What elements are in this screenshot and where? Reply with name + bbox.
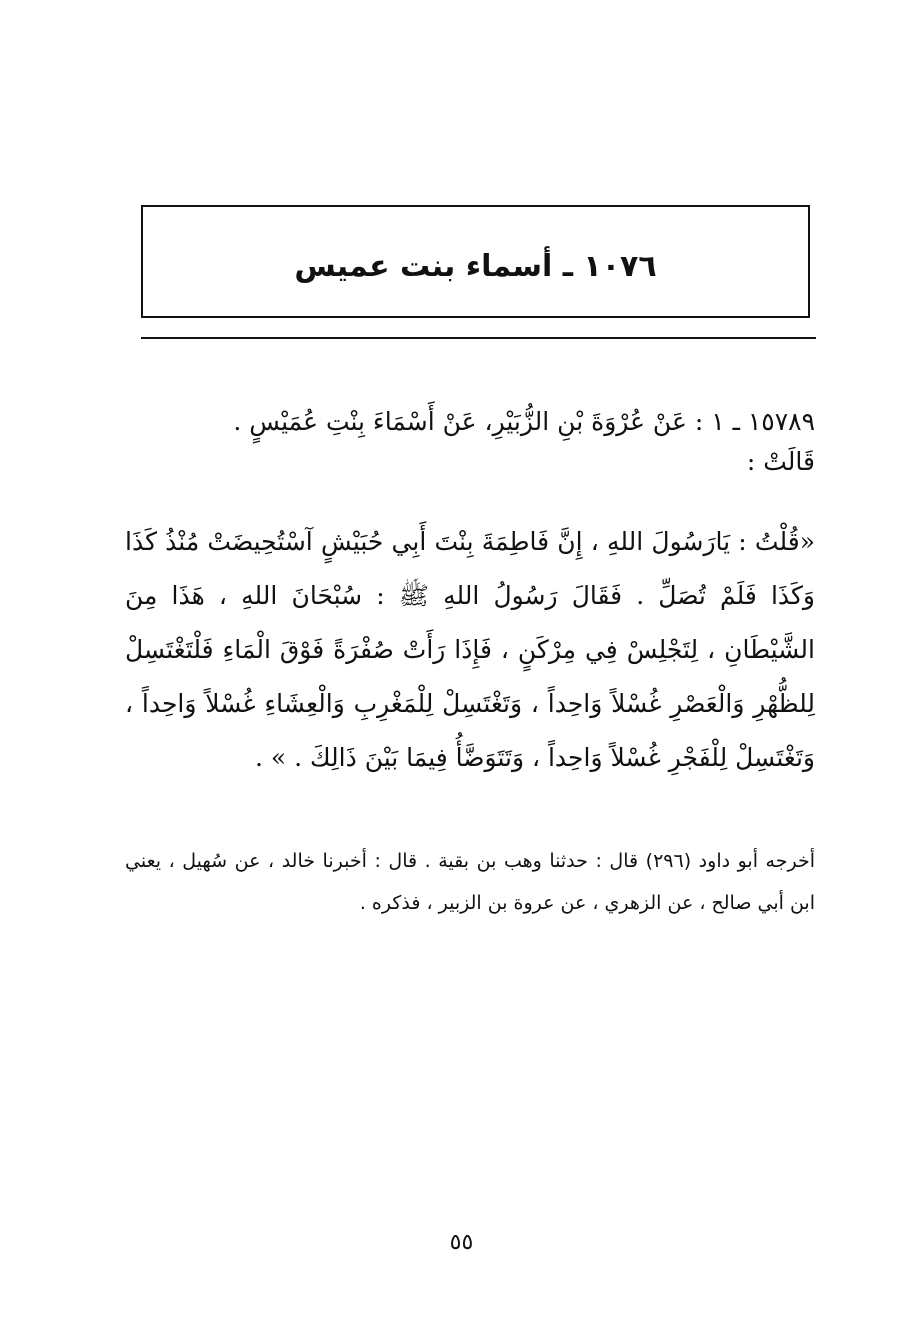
hadith-chain: ١٥٧٨٩ ـ ١ : عَنْ عُرْوَةَ بْنِ الزُّبَيْرِ، عَنْ أَسْمَاءَ بِنْتِ عُمَيْسٍ . xyxy=(233,407,815,436)
page-number: ٥٥ xyxy=(449,1230,474,1255)
hadith-text: «قُلْتُ : يَارَسُولَ اللهِ ، إِنَّ فَاطِمَةَ بِنْتَ أَبِي حُبَيْشٍ آسْتُحِيضَتْ مُنْذُ كَذَا وَكَذَا فَلَمْ تُصَلِّ . فَقَالَ رَسُولُ اللهِ ﷺ : سُبْحَانَ اللهِ ، هَذَا مِنَ الشَّيْطَانِ ، لِتَجْلِسْ فِي مِرْكَنٍ ، فَإِذَا رَأَتْ صُفْرَةً فَوْقَ الْمَاءِ فَلْتَغْتَسِلْ لِلظُّهْرِ وَالْعَصْرِ غُسْلاً وَاحِداً ، وَتَغْتَسِلْ لِلْمَغْرِبِ وَالْعِشَاءِ غُسْلاً وَاحِداً ، وَتَغْتَسِلْ لِلْفَجْرِ غُسْلاً وَاحِداً ، وَتَتَوَضَّأُ فِيمَا بَيْنَ ذَالِكَ . » . xyxy=(125,527,815,772)
chapter-title-box xyxy=(141,205,810,318)
takhrij-note: أخرجه أبو داود (٢٩٦) قال : حدثنا وهب بن بقية . قال : أخبرنا خالد ، عن سُهيل ، يعني ابن أبي صالح ، عن الزهري ، عن عروة بن الزبير ، فذكره . xyxy=(125,850,816,914)
hadith-header xyxy=(115,402,815,482)
title-divider xyxy=(141,337,816,339)
chapter-title: ١٠٧٦ ـ أسماء بنت عميس xyxy=(294,249,657,284)
hadith-speaker: قَالَتْ : xyxy=(746,447,815,476)
